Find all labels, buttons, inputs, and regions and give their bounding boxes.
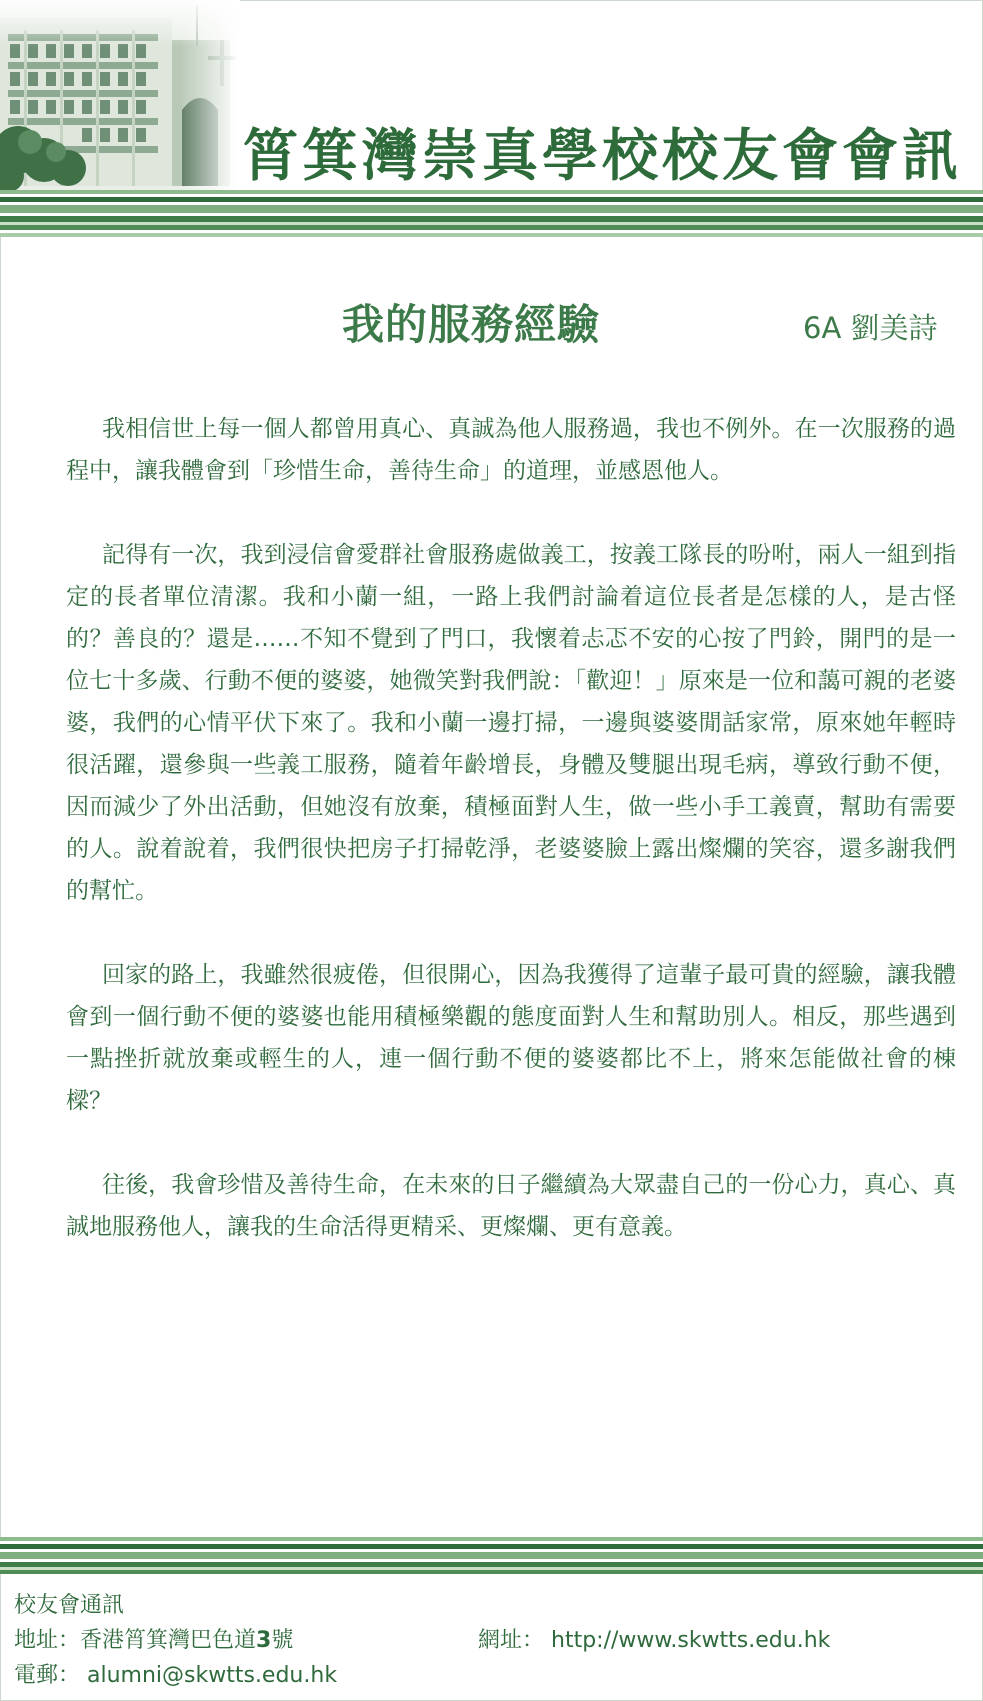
article-paragraph: 往後，我會珍惜及善待生命，在未來的日子繼續為大眾盡自己的一份心力，真心、真誠地服務他人，讓我的生命活得更精采、更燦爛、更有意義。 [66,1172,956,1240]
article-byline: 6A 劉美詩 [803,311,938,345]
article-title: 我的服務經驗 [342,300,601,349]
address-value: 香港筲箕灣巴色道 [80,1628,257,1653]
header-stripe-band [0,190,983,237]
address-suffix: 號 [271,1628,294,1653]
masthead [0,0,983,250]
address-number: 3 [256,1628,272,1653]
footer-stripe-band [0,1537,983,1574]
article-paragraph: 回家的路上，我雖然很疲倦，但很開心，因為我獲得了這輩子最可貴的經驗，讓我體會到一個行動不便的婆婆也能用積極樂觀的態度面對人生和幫助別人。相反，那些遇到一點挫折就放棄或輕生的人，連一個行動不便的婆婆都比不上，將來怎能做社會的棟樑？ [66,962,956,1114]
address-label: 地址： [14,1628,81,1653]
website-label: 網址： [478,1628,545,1653]
footer-name: 校友會通訊 [14,1593,125,1618]
email-label: 電郵： [14,1663,81,1688]
email-link[interactable]: alumni@skwtts.edu.hk [80,1663,338,1688]
footer-contact [14,1588,964,1693]
footer-website [478,1623,830,1658]
school-building-photo [0,0,240,190]
newsletter-title: 筲箕灣崇真學校校友會會訊 [242,123,962,189]
website-link[interactable]: http://www.skwtts.edu.hk [544,1628,831,1653]
article-paragraph: 記得有一次，我到浸信會愛群社會服務處做義工，按義工隊長的吩咐，兩人一組到指定的長者單位清潔。我和小蘭一組，一路上我們討論着這位長者是怎樣的人，是古怪的？善良的？還是……不知不覺到了門口，我懷着忐忑不安的心按了門鈴，開門的是一位七十多歲、行動不便的婆婆，她微笑對我們說：「歡迎！」原來是一位和藹可親的老婆婆，我們的心情平伏下來了。我和小蘭一邊打掃，一邊與婆婆閒話家常，原來她年輕時很活躍，還參與一些義工服務，隨着年齡增長，身體及雙腿出現毛病，導致行動不便，因而減少了外出活動，但她沒有放棄，積極面對人生，做一些小手工義賣，幫助有需要的人。說着說着，我們很快把房子打掃乾淨，老婆婆臉上露出燦爛的笑容，還多謝我們的幫忙。 [66,542,956,904]
footer-email [14,1658,964,1693]
article-body [66,408,956,1290]
article-paragraph: 我相信世上每一個人都曾用真心、真誠為他人服務過，我也不例外。在一次服務的過程中，讓我體會到「珍惜生命，善待生命」的道理，並感恩他人。 [66,416,956,484]
